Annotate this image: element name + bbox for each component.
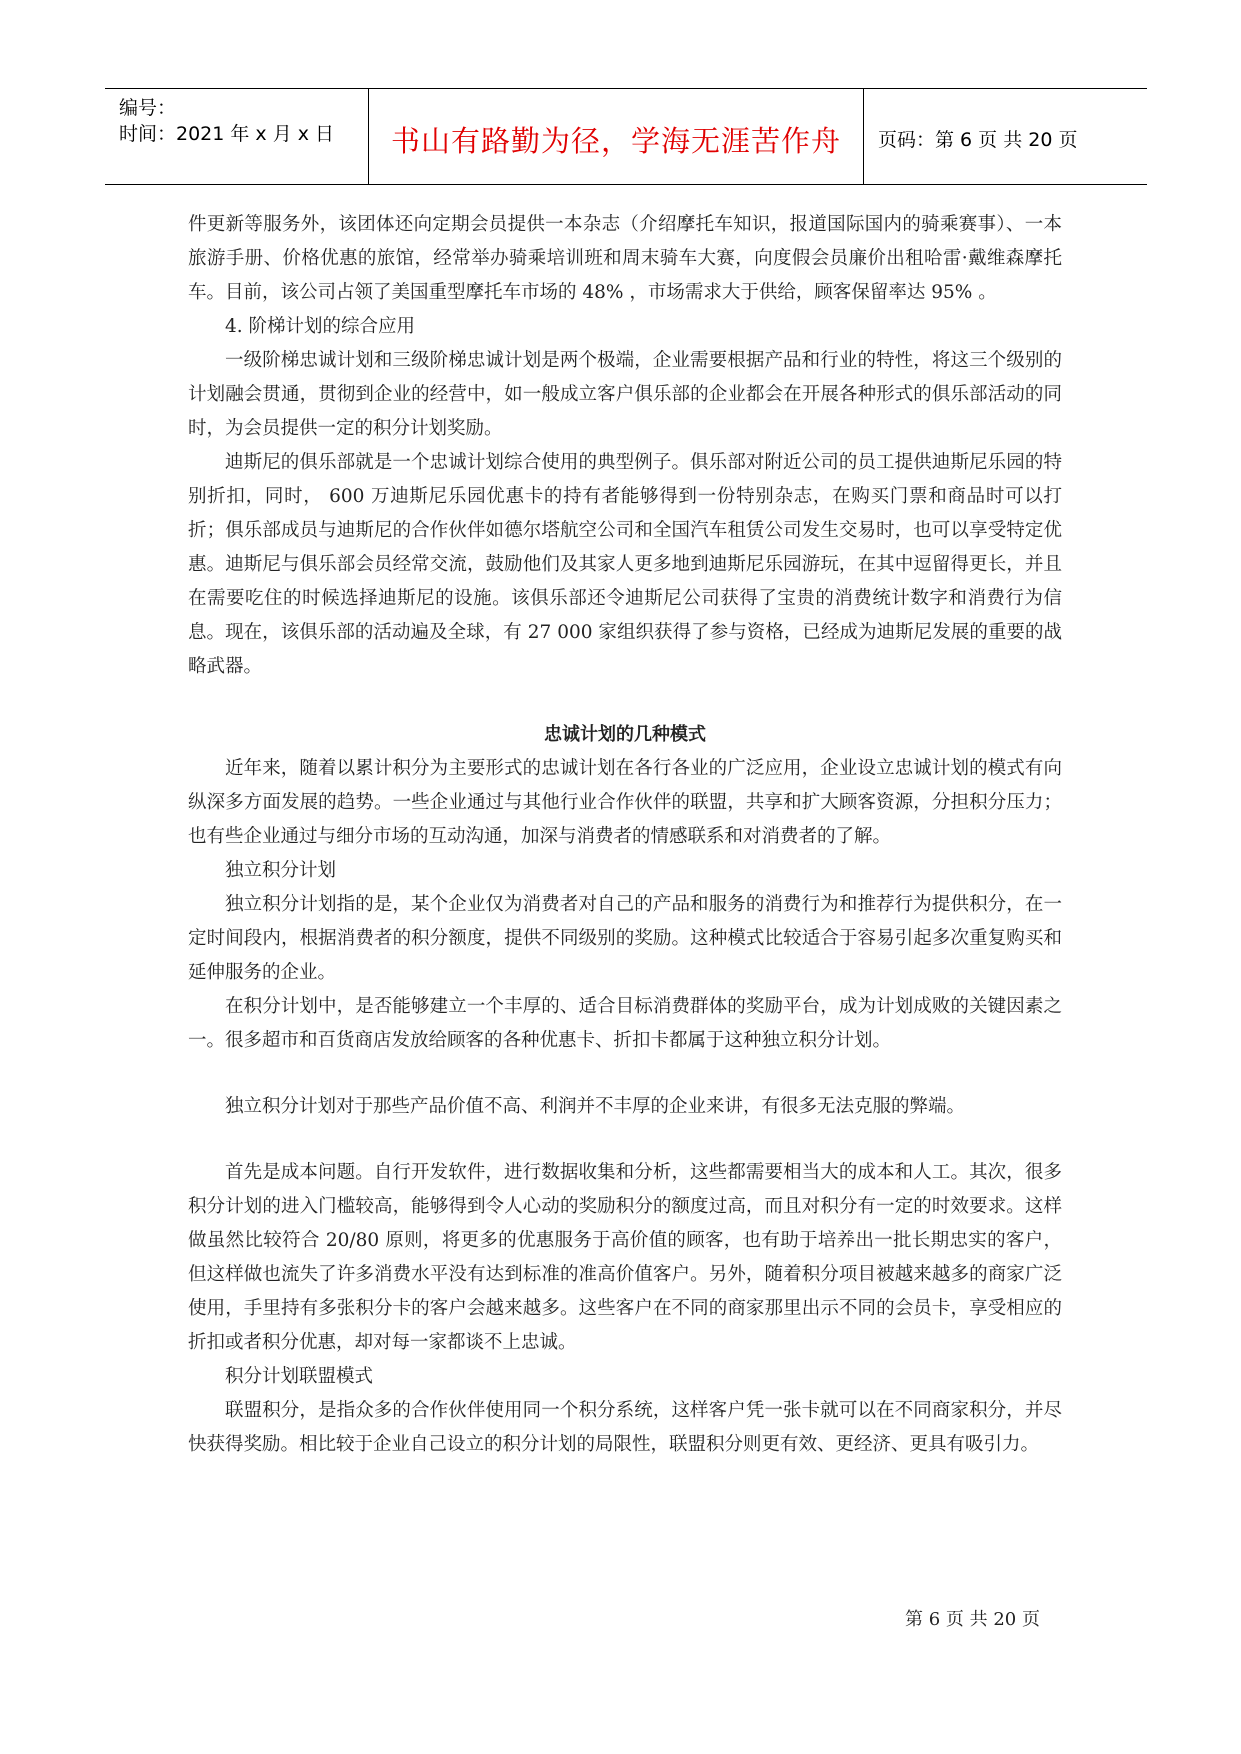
paragraph-independent-drawbacks: 独立积分计划对于那些产品价值不高、利润并不丰厚的企业来讲，有很多无法克服的弊端。: [225, 1096, 966, 1117]
paragraph-independent-definition: 独立积分计划指的是，某个企业仅为消费者对自己的产品和服务的消费行为和推荐行为提供积分，在一定时间段内，根据消费者的积分额度，提供不同级别的奖励。这种模式比较适合于容易引起多次重复购买和延伸服务的企业。: [188, 894, 1062, 983]
paragraph-harley-continued: 件更新等服务外，该团体还向定期会员提供一本杂志（介绍摩托车知识，报道国际国内的骑乘赛事）、一本旅游手册、价格优惠的旅馆，经常举办骑乘培训班和周末骑车大赛，向度假会员廉价出租哈雷·戴维森摩托车。目前，该公司占领了美国重型摩托车市场的 48% ，市场需求大于供给，顾客保留率达 95% 。: [188, 214, 1062, 303]
header-motto: 书山有路勤为径，学海无涯苦作舟: [390, 124, 841, 158]
header-page-cell: [864, 89, 1147, 184]
spacer: [188, 1124, 1062, 1156]
page-header: [105, 88, 1147, 185]
section-label-independent-points: 独立积分计划: [225, 860, 337, 881]
document-body: [188, 208, 1062, 1462]
section-label-alliance-points: 积分计划联盟模式: [225, 1366, 374, 1387]
header-info-cell: [105, 89, 368, 184]
paragraph-cost-issues: 首先是成本问题。自行开发软件，进行数据收集和分析，这些都需要相当大的成本和人工。其次，很多积分计划的进入门槛较高，能够得到令人心动的奖励积分的额度过高，而且对积分有一定的时效要求。这样做虽然比较符合 20/80 原则，将更多的优惠服务于高价值的顾客，也有助于培养出一批长期忠实的客户，但这样做也流失了许多消费水平没有达到标准的准高价值客户。另外，随着积分项目被越来越多的商家广泛使用，手里持有多张积分卡的客户会越来越多。这些客户在不同的商家那里出示不同的会员卡，享受相应的折扣或者积分优惠，却对每一家都谈不上忠诚。: [188, 1162, 1062, 1353]
paragraph-reward-platform: 在积分计划中，是否能够建立一个丰厚的、适合目标消费群体的奖励平台，成为计划成败的关键因素之一。很多超市和百货商店发放给顾客的各种优惠卡、折扣卡都属于这种独立积分计划。: [188, 996, 1062, 1051]
paragraph-disney-club: 迪斯尼的俱乐部就是一个忠诚计划综合使用的典型例子。俱乐部对附近公司的员工提供迪斯尼乐园的特别折扣，同时， 600 万迪斯尼乐园优惠卡的持有者能够得到一份特别杂志，在购买门票和商品时可以打折；俱乐部成员与迪斯尼的合作伙伴如德尔塔航空公司和全国汽车租赁公司发生交易时，也可以享受特定优惠。迪斯尼与俱乐部会员经常交流，鼓励他们及其家人更多地到迪斯尼乐园游玩，在其中逗留得更长，并且在需要吃住的时候选择迪斯尼的设施。该俱乐部还令迪斯尼公司获得了宝贵的消费统计数字和消费行为信息。现在，该俱乐部的活动遍及全球，有 27 000 家组织获得了参与资格，已经成为迪斯尼发展的重要的战略武器。: [188, 452, 1062, 677]
document-date-label: 时间：2021 年 x 月 x 日: [119, 123, 335, 145]
paragraph-ladder-levels: 一级阶梯忠诚计划和三级阶梯忠诚计划是两个极端，企业需要根据产品和行业的特性，将这三个级别的计划融会贯通，贯彻到企业的经营中，如一般成立客户俱乐部的企业都会在开展各种形式的俱乐部活动的同时，为会员提供一定的积分计划奖励。: [188, 350, 1062, 439]
section-heading-loyalty-modes: 忠诚计划的几种模式: [544, 724, 706, 745]
page-footer-number: 第 6 页 共 20 页: [905, 1609, 1040, 1630]
paragraph-loyalty-trends: 近年来，随着以累计积分为主要形式的忠诚计划在各行各业的广泛应用，企业设立忠诚计划的模式有向纵深多方面发展的趋势。一些企业通过与其他行业合作伙伴的联盟，共享和扩大顾客资源，分担积分压力；也有些企业通过与细分市场的互动沟通，加深与消费者的情感联系和对消费者的了解。: [188, 758, 1062, 847]
paragraph-alliance-definition: 联盟积分，是指众多的合作伙伴使用同一个积分系统，这样客户凭一张卡就可以在不同商家积分，并尽快获得奖励。相比较于企业自己设立的积分计划的局限性，联盟积分则更有效、更经济、更具有吸引力。: [188, 1400, 1062, 1455]
header-motto-cell: [368, 89, 864, 184]
document-number-label: 编号：: [119, 97, 177, 119]
header-page-number: 页码：第 6 页 共 20 页: [878, 129, 1078, 151]
spacer: [188, 684, 1062, 718]
spacer: [188, 1058, 1062, 1090]
section-label-ladder-application: 4. 阶梯计划的综合应用: [225, 316, 416, 337]
